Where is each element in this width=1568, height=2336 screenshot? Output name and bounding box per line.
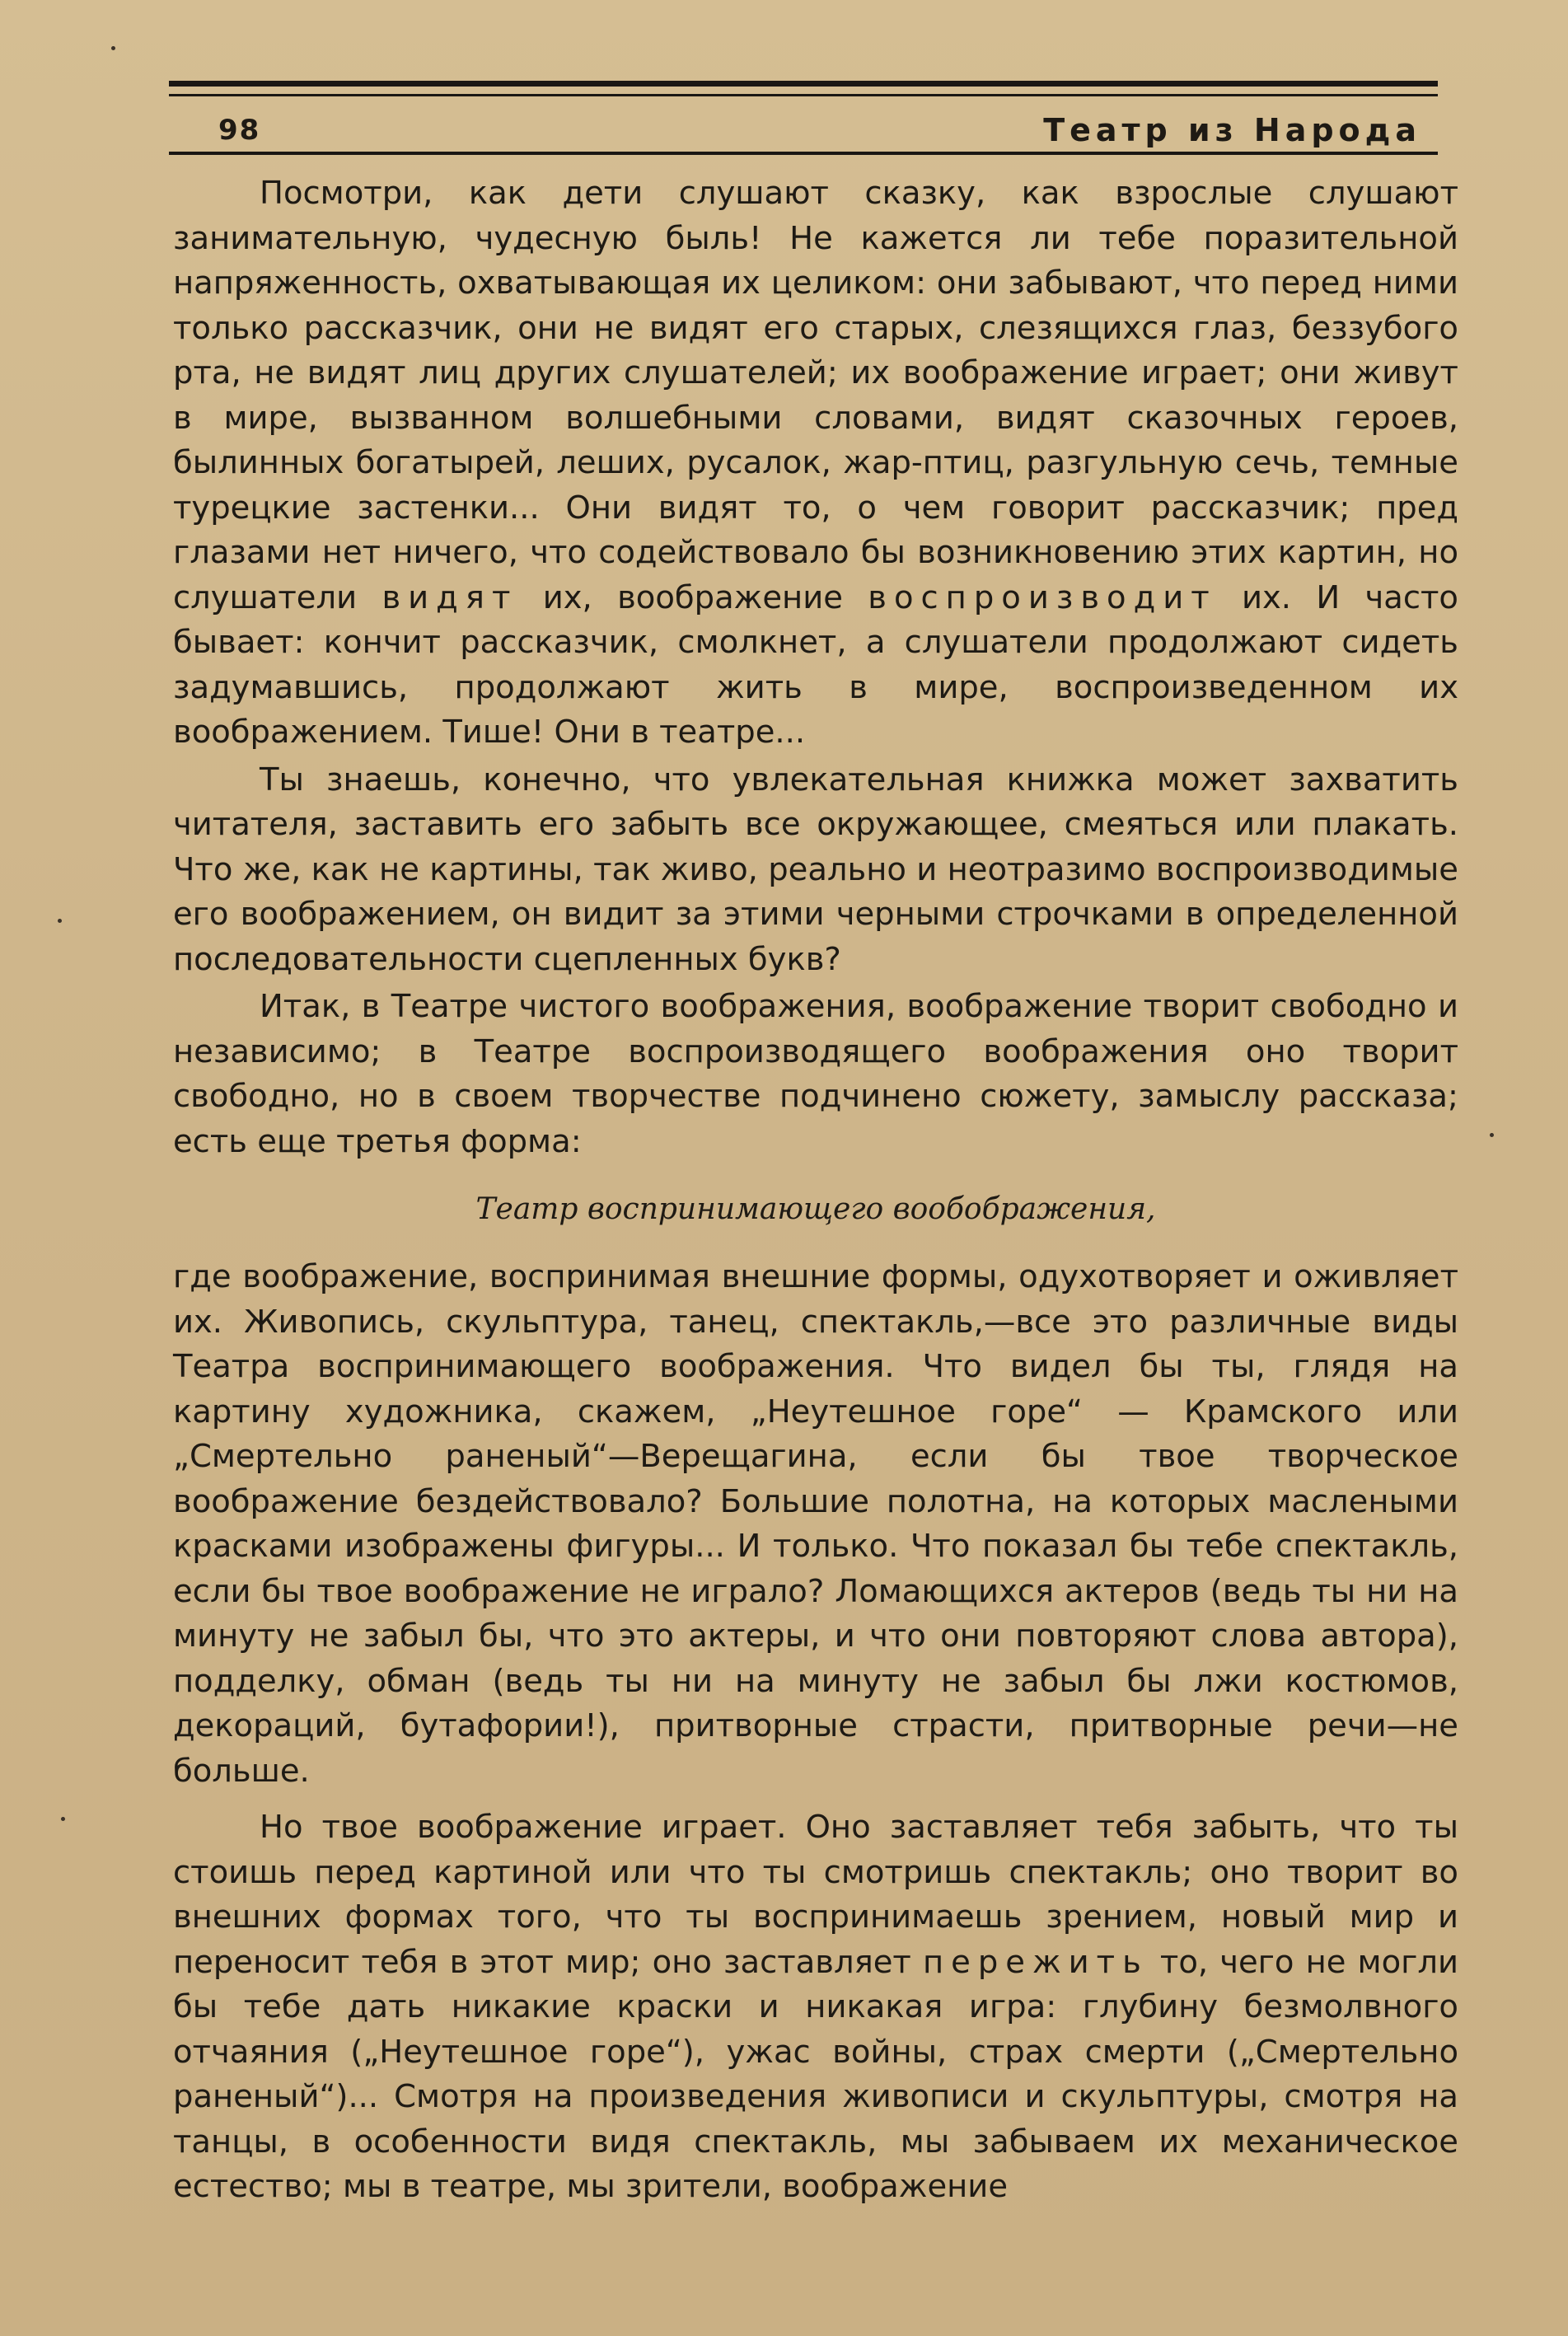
page-number: 98 xyxy=(218,114,261,147)
header-rule-thick xyxy=(169,81,1438,87)
running-title: Театр из Народа xyxy=(1043,112,1421,148)
paragraph-2: Ты знаешь, конечно, что увлекательная книжка может захватить читателя, заставить его забыть все окружающее, смеяться или плакать. Что же, как не картины, так живо, реально и неотразимо воспроизводимые его воображением, он видит за этими черными строчками в определенной последовательности сцепленных букв? xyxy=(173,761,1458,978)
paragraph-4: где воображение, воспринимая внешние формы, одухотворяет и оживляет их. Живопись, скульптура, танец, спектакль,—все это различные виды Театра воспринимающего воображения. Что видел бы ты, глядя на картину художника, скажем, „Неутешное горе“ — Крамского или „Смертельно раненый“—Верещагина, если бы твое творческое воображение бездействовало? Большие полотна, на которых маслеными красками изображены фигуры... И только. Что показал бы тебе спектакль, если бы твое воображение не играло? Ломающихся актеров (ведь ты ни на минуту не забыл бы, что это актеры, и что они повторяют слова автора), подделку, обман (ведь ты ни на минуту не забыл бы лжи костюмов, декораций, бутафории!), притворные страсти, притворные речи—не больше. xyxy=(173,1258,1458,1790)
paragraph-3: Итак, в Театре чистого воображения, воображение творит свободно и независимо; в Театре воспроизводящего воображения оно творит свободно, но в своем творчестве подчинено сюжету, замыслу рассказа; есть еще третья форма: xyxy=(173,988,1458,1160)
paragraph-5: Но твое воображение играет. Оно заставляет тебя забыть, что ты стоишь перед картиной или что ты смотришь спектакль; оно творит во внешних формах того, что ты воспринимаешь зрением, новый мир и переносит тебя в этот мир; оно заставляет пережить то, чего не могли бы тебе дать никакие краски и никакая игра: глубину безмолвного отчаяния („Неутешное горе“), ужас войны, страх смерти („Смертельно раненый“)... Смотря на произведения живописи и скульптуры, смотря на танцы, в особенности видя спектакль, мы забываем их механическое естество; мы в театре, мы зрители, воображение xyxy=(173,1809,1458,2205)
section-heading: Театр воспринимающего вообображения, xyxy=(475,1192,1156,1226)
emphasis-spaced: воспроизводит xyxy=(868,578,1217,616)
paper-speck xyxy=(58,919,62,923)
emphasis-spaced: пережить xyxy=(922,1943,1149,1981)
paper-speck xyxy=(1490,1133,1494,1137)
header-underline xyxy=(169,152,1438,155)
paper-speck xyxy=(111,46,115,50)
page-header xyxy=(169,105,1438,155)
emphasis-spaced: видят xyxy=(381,578,518,616)
page-body xyxy=(173,171,1458,2210)
header-rule-thin xyxy=(169,94,1438,96)
paragraph-1: Посмотри, как дети слушают сказку, как взрослые слушают занимательную, чудесную быль! Не кажется ли тебе поразительной напряженность, охватывающая их целиком: они забывают, что перед ними только рассказчик, они не видят его старых, слезящихся глаз, беззубого рта, не видят лиц других слушателей; их воображение играет; они живут в мире, вызванном волшебными словами, видят сказочных героев, былинных богатырей, леших, русалок, жар-птиц, разгульную сечь, темные турецкие застенки... Они видят то, о чем говорит рассказчик; пред глазами нет ничего, что содействовало бы возникновению этих картин, но слушатели видят их, воображение воспроизводит их. И часто бывает: кончит рассказчик, смолкнет, а слушатели продолжают сидеть задумавшись, продолжают жить в мире, воспроизведенном их воображением. Тише! Они в театре... xyxy=(173,175,1458,751)
paper-speck xyxy=(61,1817,65,1821)
